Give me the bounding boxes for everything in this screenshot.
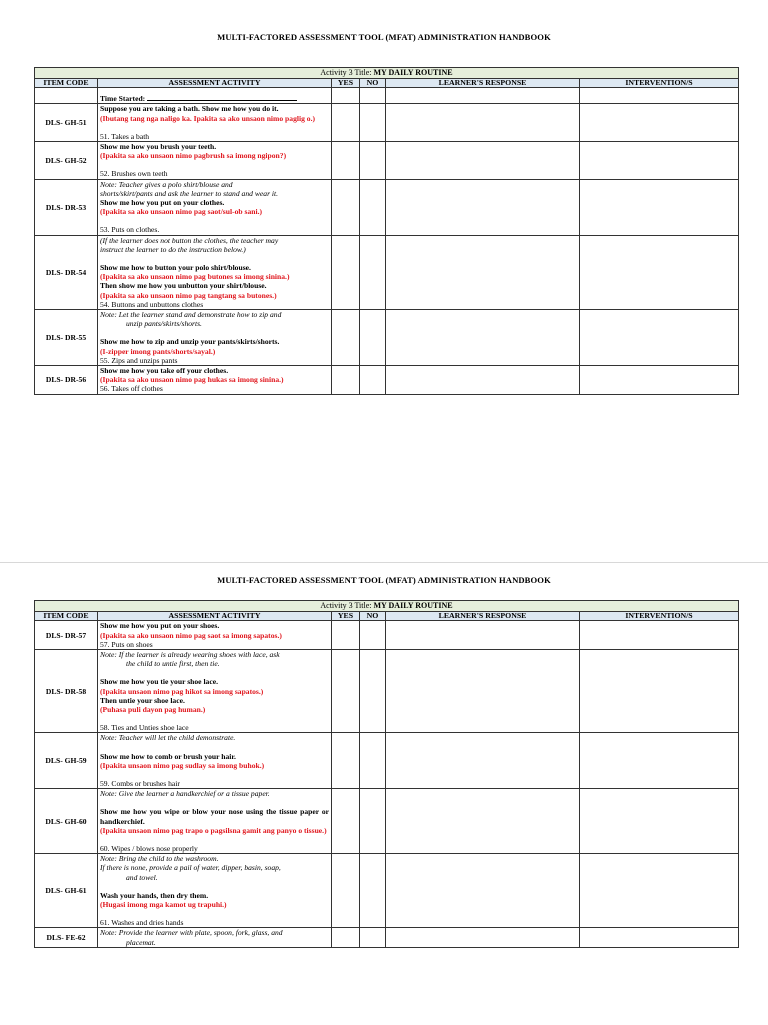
learners-response-cell[interactable] bbox=[386, 928, 580, 947]
spacer bbox=[100, 668, 329, 677]
instruction-text: Show me how you brush your teeth. bbox=[100, 142, 217, 152]
no-cell[interactable] bbox=[360, 733, 386, 789]
no-cell[interactable] bbox=[360, 789, 386, 854]
item-text: 52. Brushes own teeth bbox=[100, 169, 168, 179]
table-row bbox=[35, 733, 739, 789]
table-row bbox=[35, 650, 739, 733]
spacer bbox=[100, 216, 329, 225]
header-interventions: INTERVENTION/S bbox=[580, 612, 739, 621]
learners-response-cell[interactable] bbox=[386, 789, 580, 854]
no-cell[interactable] bbox=[360, 928, 386, 947]
table-row bbox=[35, 310, 739, 366]
header-learners-response: LEARNER'S RESPONSE bbox=[386, 79, 580, 88]
spacer bbox=[100, 770, 329, 779]
assessment-activity-cell bbox=[98, 621, 332, 650]
assessment-activity-cell bbox=[98, 854, 332, 928]
item-text: 60. Wipes / blows nose properly bbox=[100, 844, 198, 854]
item-code: DLS- GH-52 bbox=[35, 142, 98, 180]
interventions-cell[interactable] bbox=[580, 621, 739, 650]
interventions-cell[interactable] bbox=[580, 928, 739, 947]
yes-cell[interactable] bbox=[332, 142, 360, 180]
item-text: 58. Ties and Unties shoe lace bbox=[100, 723, 189, 733]
learners-response-cell[interactable] bbox=[386, 179, 580, 235]
item-text: 55. Zips and unzips pants bbox=[100, 355, 178, 365]
item-text: 61. Washes and dries hands bbox=[100, 918, 184, 928]
assessment-activity-cell bbox=[98, 310, 332, 366]
spacer bbox=[100, 835, 329, 844]
yes-cell[interactable] bbox=[332, 104, 360, 142]
table-row bbox=[35, 142, 739, 180]
teacher-note: Note: Let the learner stand and demonstrate how to zip and bbox=[100, 310, 282, 320]
table-header-row bbox=[35, 612, 739, 621]
header-assessment-activity: ASSESSMENT ACTIVITY bbox=[98, 79, 332, 88]
instruction-text: Suppose you are taking a bath. Show me how you do it. bbox=[100, 104, 279, 114]
assessment-activity-cell bbox=[98, 366, 332, 395]
item-code: DLS- GH-60 bbox=[35, 789, 98, 854]
activity-title-prefix: Activity 3 Title: bbox=[320, 68, 372, 77]
table-row bbox=[35, 366, 739, 395]
learners-response-cell[interactable] bbox=[386, 142, 580, 180]
item-code: DLS- DR-53 bbox=[35, 179, 98, 235]
instruction-text: Show me how to comb or brush your hair. bbox=[100, 751, 236, 761]
header-yes: YES bbox=[332, 79, 360, 88]
assessment-activity-cell bbox=[98, 733, 332, 789]
yes-cell[interactable] bbox=[332, 366, 360, 395]
header-no: NO bbox=[360, 612, 386, 621]
interventions-cell[interactable] bbox=[580, 733, 739, 789]
header-interventions: INTERVENTION/S bbox=[580, 79, 739, 88]
no-cell[interactable] bbox=[360, 854, 386, 928]
item-text: 54. Buttons and unbuttons clothes bbox=[100, 299, 204, 309]
table-header-row bbox=[35, 79, 739, 88]
assessment-activity-cell bbox=[98, 928, 332, 947]
no-cell[interactable] bbox=[360, 179, 386, 235]
time-started-field[interactable] bbox=[147, 93, 297, 101]
header-learners-response: LEARNER'S RESPONSE bbox=[386, 612, 580, 621]
teacher-note: Note: Teacher gives a polo shirt/blouse and bbox=[100, 179, 233, 189]
learners-response-cell[interactable] bbox=[386, 621, 580, 650]
yes-cell[interactable] bbox=[332, 854, 360, 928]
interventions-cell[interactable] bbox=[580, 235, 739, 309]
yes-cell[interactable] bbox=[332, 235, 360, 309]
translation-text: (Ipakita sa ako unsaon nimo pag butones sa imong sinina.) bbox=[100, 272, 290, 282]
yes-cell[interactable] bbox=[332, 733, 360, 789]
instruction-text: Show me how to button your polo shirt/blouse. bbox=[100, 263, 251, 273]
table-row bbox=[35, 621, 739, 650]
no-cell[interactable] bbox=[360, 142, 386, 180]
spacer bbox=[100, 254, 329, 263]
spacer bbox=[100, 909, 329, 918]
teacher-note: Note: Provide the learner with plate, spoon, fork, glass, and bbox=[100, 928, 283, 938]
header-item-code: ITEM CODE bbox=[35, 612, 98, 621]
teacher-note: Note: Give the learner a handkerchief or a tissue paper. bbox=[100, 789, 270, 799]
header-assessment-activity: ASSESSMENT ACTIVITY bbox=[98, 612, 332, 621]
spacer bbox=[100, 798, 329, 807]
yes-cell[interactable] bbox=[332, 928, 360, 947]
learners-response-cell[interactable] bbox=[386, 366, 580, 395]
instruction-text: Show me how you put on your shoes. bbox=[100, 621, 220, 631]
item-text: 59. Combs or brushes hair bbox=[100, 779, 180, 789]
item-text: 53. Puts on clothes. bbox=[100, 225, 160, 235]
spacer bbox=[100, 882, 329, 891]
instruction-text: Show me how you take off your clothes. bbox=[100, 366, 229, 376]
activity-title: MY DAILY ROUTINE bbox=[373, 68, 453, 77]
translation-text: (Ipakita sa ako unsaon nimo pag tangtang sa butones.) bbox=[100, 290, 277, 300]
learners-response-cell[interactable] bbox=[386, 104, 580, 142]
assessment-activity-cell bbox=[98, 142, 332, 180]
no-cell[interactable] bbox=[360, 104, 386, 142]
instruction-text: Show me how you put on your clothes. bbox=[100, 198, 225, 208]
translation-text: (I-zipper imong pants/shorts/sayal.) bbox=[100, 346, 216, 356]
item-code: DLS- GH-61 bbox=[35, 854, 98, 928]
assessment-activity-cell bbox=[98, 235, 332, 309]
handbook-page-2 bbox=[0, 562, 768, 1025]
no-cell[interactable] bbox=[360, 366, 386, 395]
interventions-cell[interactable] bbox=[580, 310, 739, 366]
no-cell[interactable] bbox=[360, 310, 386, 366]
learners-response-cell[interactable] bbox=[386, 854, 580, 928]
teacher-note: (If the learner does not button the clothes, the teacher may bbox=[100, 235, 279, 245]
item-code: DLS- DR-54 bbox=[35, 235, 98, 309]
yes-cell[interactable] bbox=[332, 310, 360, 366]
instruction-text: Then show me how you unbutton your shirt/blouse. bbox=[100, 281, 267, 291]
translation-text: (Hugasi imong mga kamot ug trapuhi.) bbox=[100, 900, 227, 910]
item-code: DLS- GH-59 bbox=[35, 733, 98, 789]
teacher-note: and towel. bbox=[126, 872, 158, 882]
spacer bbox=[100, 123, 329, 132]
time-started-label: Time Started: bbox=[100, 94, 146, 104]
instruction-text: Then untie your shoe lace. bbox=[100, 695, 185, 705]
interventions-cell[interactable] bbox=[580, 142, 739, 180]
no-cell[interactable] bbox=[360, 621, 386, 650]
teacher-note: the child to untie first, then tie. bbox=[126, 659, 220, 669]
activity-title-row bbox=[35, 601, 739, 612]
interventions-cell[interactable] bbox=[580, 854, 739, 928]
teacher-note: unzip pants/skirts/shorts. bbox=[126, 319, 202, 329]
item-text: 56. Takes off clothes bbox=[100, 384, 163, 394]
teacher-note: instruct the learner to do the instruction below.) bbox=[100, 244, 246, 254]
time-started-row bbox=[35, 88, 739, 104]
item-code: DLS- DR-57 bbox=[35, 621, 98, 650]
item-code: DLS- DR-55 bbox=[35, 310, 98, 366]
yes-cell[interactable] bbox=[332, 179, 360, 235]
learners-response-cell[interactable] bbox=[386, 235, 580, 309]
teacher-note: Note: Teacher will let the child demonstrate. bbox=[100, 733, 236, 743]
item-code: DLS- GH-51 bbox=[35, 104, 98, 142]
item-text: 57. Puts on shoes bbox=[100, 639, 153, 649]
spacer bbox=[100, 160, 329, 169]
translation-text: (Ipakita sa ako unsaon nimo pag hukas sa imong sinina.) bbox=[100, 375, 284, 385]
table-row bbox=[35, 789, 739, 854]
table-row bbox=[35, 104, 739, 142]
learners-response-cell[interactable] bbox=[386, 733, 580, 789]
no-cell[interactable] bbox=[360, 235, 386, 309]
interventions-cell[interactable] bbox=[580, 789, 739, 854]
translation-text: (Ipakita unsaon nimo pag hikot sa imong sapatos.) bbox=[100, 686, 264, 696]
learners-response-cell[interactable] bbox=[386, 310, 580, 366]
interventions-cell[interactable] bbox=[580, 179, 739, 235]
table-row bbox=[35, 235, 739, 309]
header-yes: YES bbox=[332, 612, 360, 621]
document-title: MULTI-FACTORED ASSESSMENT TOOL (MFAT) ADMINISTRATION HANDBOOK bbox=[217, 575, 551, 585]
teacher-note: Note: Bring the child to the washroom. bbox=[100, 854, 219, 864]
learners-response-cell[interactable] bbox=[386, 650, 580, 733]
table-row bbox=[35, 854, 739, 928]
yes-cell[interactable] bbox=[332, 650, 360, 733]
item-text: 51. Takes a bath bbox=[100, 131, 150, 141]
header-no: NO bbox=[360, 79, 386, 88]
activity-title-row bbox=[35, 68, 739, 79]
translation-text: (Ipakita sa ako unsaon nimo pag saot sa imong sapatos.) bbox=[100, 630, 282, 640]
translation-text: (Ipakita unsaon nimo pag sudlay sa imong buhok.) bbox=[100, 760, 265, 770]
item-code: DLS- FE-62 bbox=[35, 928, 98, 947]
teacher-note: If there is none, provide a pail of water, dipper, basin, soap, bbox=[100, 863, 281, 873]
teacher-note: placemat. bbox=[126, 937, 156, 947]
table-row bbox=[35, 179, 739, 235]
assessment-table-page-2 bbox=[34, 600, 739, 948]
item-code: DLS- DR-58 bbox=[35, 650, 98, 733]
instruction-text: Show me how to zip and unzip your pants/skirts/shorts. bbox=[100, 337, 280, 347]
spacer bbox=[100, 714, 329, 723]
document-title: MULTI-FACTORED ASSESSMENT TOOL (MFAT) ADMINISTRATION HANDBOOK bbox=[217, 32, 551, 42]
spacer bbox=[100, 743, 329, 752]
instruction-text: Wash your hands, then dry them. bbox=[100, 890, 209, 900]
spacer bbox=[100, 328, 329, 337]
no-cell[interactable] bbox=[360, 650, 386, 733]
translation-text: (Ipakita sa ako unsaon nimo pagbrush sa imong ngipon?) bbox=[100, 151, 287, 161]
assessment-activity-cell bbox=[98, 104, 332, 142]
activity-title: MY DAILY ROUTINE bbox=[373, 601, 453, 610]
translation-text: (Ipakita unsaon nimo pag trapo o pagsilsna gamit ang panyo o tissue.) bbox=[100, 825, 327, 835]
instruction-text: Show me how you wipe or blow your nose using the tissue paper or handkerchief. bbox=[100, 807, 329, 826]
yes-cell[interactable] bbox=[332, 621, 360, 650]
teacher-note: Note: If the learner is already wearing shoes with lace, ask bbox=[100, 650, 280, 660]
translation-text: (Puhasa puli dayon pag human.) bbox=[100, 705, 206, 715]
assessment-table-page-1 bbox=[34, 67, 739, 395]
assessment-activity-cell bbox=[98, 650, 332, 733]
instruction-text: Show me how you tie your shoe lace. bbox=[100, 677, 218, 687]
interventions-cell[interactable] bbox=[580, 104, 739, 142]
interventions-cell[interactable] bbox=[580, 650, 739, 733]
teacher-note: shorts/skirt/pants and ask the learner to stand and wear it. bbox=[100, 188, 279, 198]
item-code: DLS- DR-56 bbox=[35, 366, 98, 395]
translation-text: (Ibutang tang nga naligo ka. Ipakita sa ako unsaon nimo paglig o.) bbox=[100, 113, 316, 123]
yes-cell[interactable] bbox=[332, 789, 360, 854]
translation-text: (Ipakita sa ako unsaon nimo pag saot/sul-ob sani.) bbox=[100, 207, 263, 217]
interventions-cell[interactable] bbox=[580, 366, 739, 395]
table-row bbox=[35, 928, 739, 947]
activity-title-prefix: Activity 3 Title: bbox=[320, 601, 372, 610]
header-item-code: ITEM CODE bbox=[35, 79, 98, 88]
assessment-activity-cell bbox=[98, 179, 332, 235]
assessment-activity-cell bbox=[98, 789, 332, 854]
